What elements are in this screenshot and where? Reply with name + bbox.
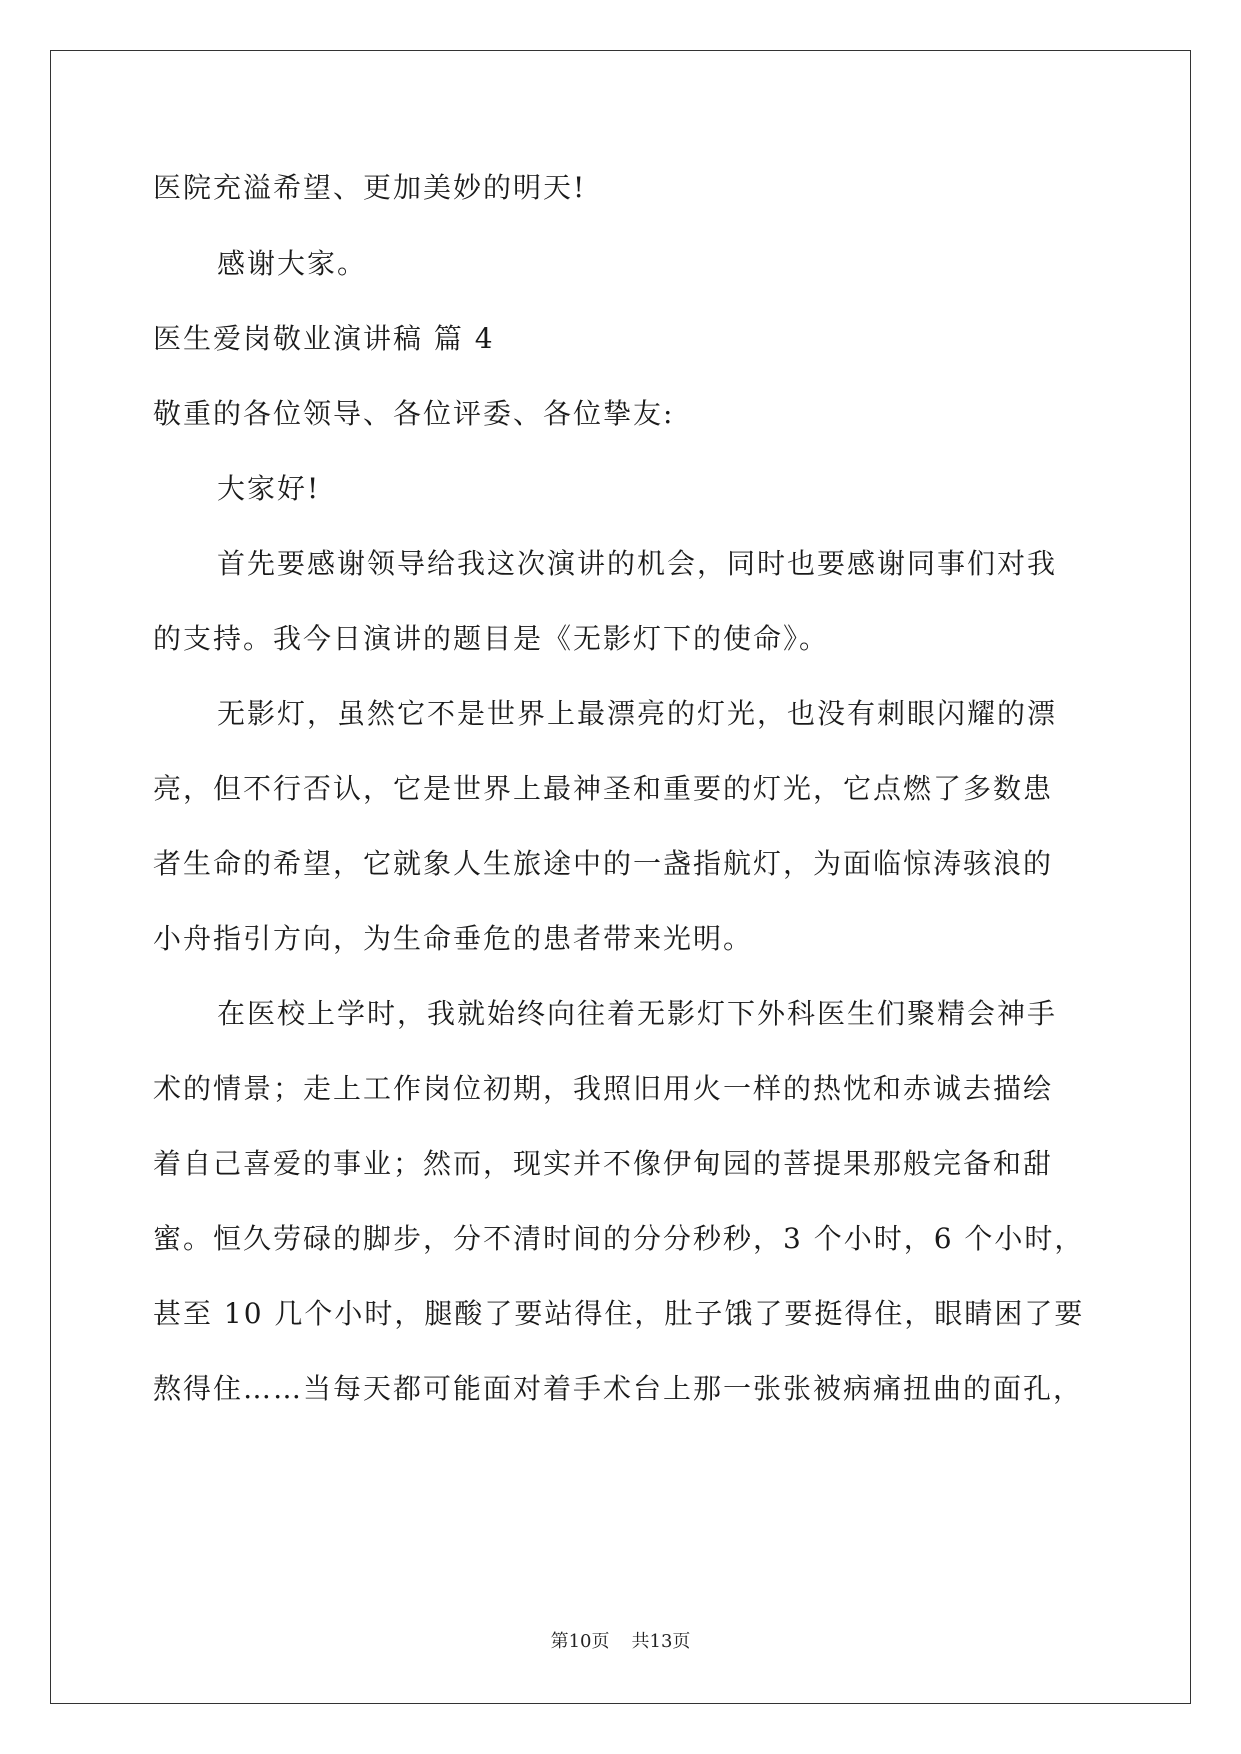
- section-heading: 医生爱岗敬业演讲稿 篇 4: [153, 322, 495, 355]
- text-line: 亮，但不行否认，它是世界上最神圣和重要的灯光，它点燃了多数患: [153, 772, 1054, 805]
- greeting: 大家好!: [217, 472, 321, 505]
- text-line: 的支持。我今日演讲的题目是《无影灯下的使命》。: [153, 622, 830, 655]
- page-footer: [0, 1630, 1241, 1654]
- text-line: 医院充溢希望、更加美妙的明天!: [153, 171, 587, 204]
- text-line: 者生命的希望，它就象人生旅途中的一盏指航灯，为面临惊涛骇浪的: [153, 847, 1054, 880]
- text-line: 熬得住……当每天都可能面对着手术台上那一张张被病痛扭曲的面孔，: [153, 1372, 1084, 1405]
- text-line: 术的情景；走上工作岗位初期，我照旧用火一样的热忱和赤诚去描绘: [153, 1072, 1054, 1105]
- text-line: 感谢大家。: [217, 247, 368, 280]
- text-line: 小舟指引方向，为生命垂危的患者带来光明。: [153, 922, 754, 955]
- text-line: 首先要感谢领导给我这次演讲的机会，同时也要感谢同事们对我: [217, 547, 1058, 580]
- text-line: 蜜。恒久劳碌的脚步，分不清时间的分分秒秒，3 个小时，6 个小时，: [153, 1222, 1085, 1255]
- page-number-total: 共13页: [631, 1631, 691, 1652]
- text-line: 在医校上学时，我就始终向往着无影灯下外科医生们聚精会神手: [217, 997, 1058, 1030]
- salutation: 敬重的各位领导、各位评委、各位挚友:: [153, 397, 675, 430]
- text-line: 无影灯，虽然它不是世界上最漂亮的灯光，也没有刺眼闪耀的漂: [217, 697, 1058, 730]
- page-number-current: 第10页: [550, 1631, 610, 1652]
- text-line: 着自己喜爱的事业；然而，现实并不像伊甸园的菩提果那般完备和甜: [153, 1147, 1054, 1180]
- text-line: 甚至 10 几个小时，腿酸了要站得住，肚子饿了要挺得住，眼睛困了要: [153, 1297, 1085, 1330]
